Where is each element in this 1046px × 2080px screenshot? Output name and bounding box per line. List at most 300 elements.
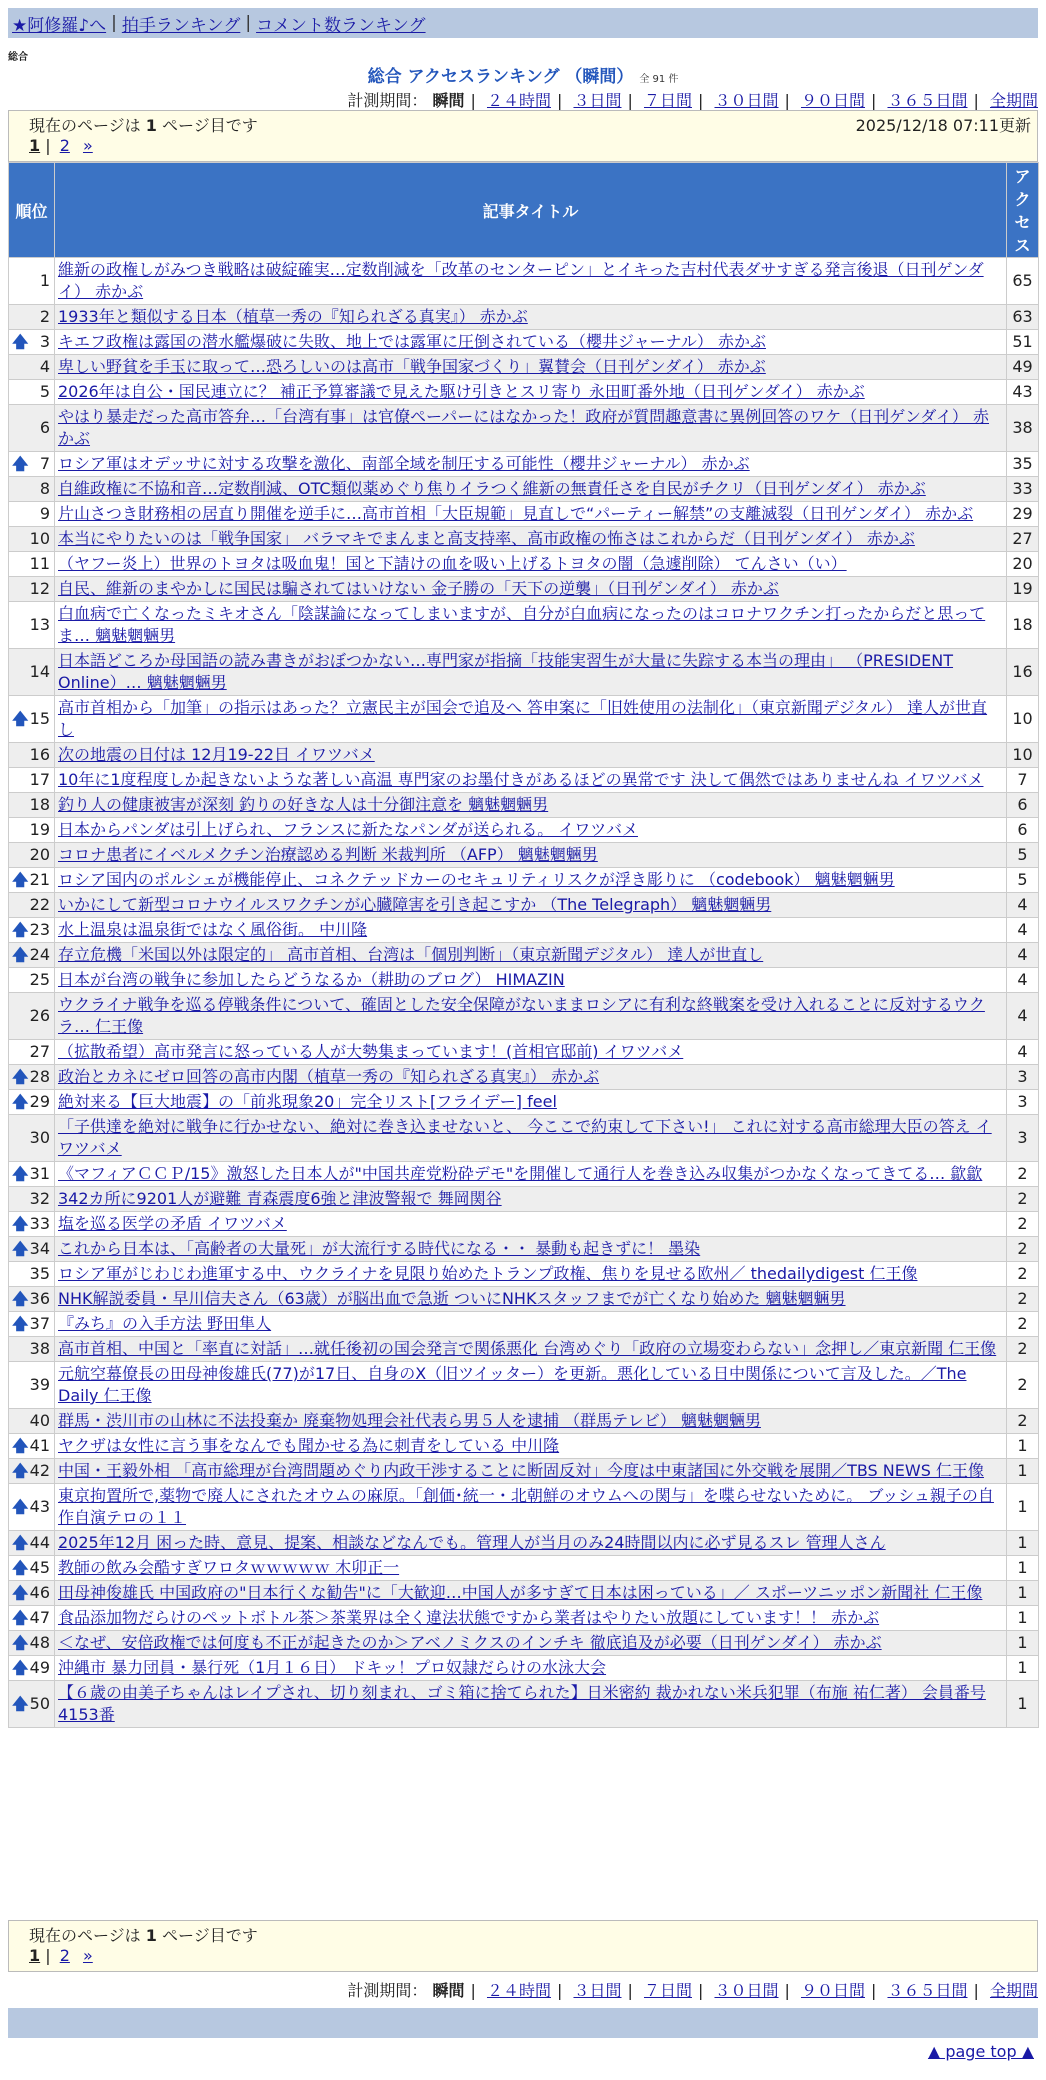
access-count: 4 xyxy=(1007,993,1039,1040)
rank-cell xyxy=(9,577,55,602)
article-link[interactable]: 沖縄市 暴力団員・暴行死（1月１６日） ドキッ！プロ奴隷だらけの水泳大会 xyxy=(58,1658,607,1677)
rank-cell xyxy=(9,1212,55,1237)
rank-number: 20 xyxy=(29,845,50,864)
table-row xyxy=(9,893,1039,918)
title-cell xyxy=(55,1681,1007,1728)
access-count: 1 xyxy=(1007,1631,1039,1656)
rank-number: 47 xyxy=(29,1608,50,1627)
rank-number: 6 xyxy=(39,418,50,437)
rank-cell xyxy=(9,743,55,768)
access-count: 2 xyxy=(1007,1409,1039,1434)
pager-link-2[interactable]: 2 xyxy=(59,1946,70,1965)
table-row xyxy=(9,918,1039,943)
section-label: 総合 xyxy=(8,52,28,63)
rank-number: 45 xyxy=(29,1558,50,1577)
rank-cell xyxy=(9,1631,55,1656)
ranking-table xyxy=(8,162,1039,1728)
article-link[interactable]: 政治とカネにゼロ回答の高市内閣（植草一秀の『知られざる真実』） 赤かぶ xyxy=(58,1067,600,1086)
page-info-text: 現在のページは 1 ページ目です xyxy=(29,116,258,135)
table-row xyxy=(9,405,1039,452)
article-link[interactable]: 維新の政権しがみつき戦略は破綻確実…定数削減を「改革のセンターピン」とイキった吉村代表ダサすぎる発言後退（日刊ゲンダイ） 赤かぶ xyxy=(58,260,984,301)
access-count: 3 xyxy=(1007,1090,1039,1115)
title-cell xyxy=(55,258,1007,305)
table-row xyxy=(9,1212,1039,1237)
title-cell xyxy=(55,993,1007,1040)
rank-cell xyxy=(9,818,55,843)
up-arrow-icon: 🡅 xyxy=(12,1239,29,1258)
period-link-3d[interactable]: ３日間 xyxy=(573,1981,622,2000)
title-cell xyxy=(55,968,1007,993)
article-link[interactable]: NHK解説委員・早川信夫さん（63歳）が脳出血で急逝 ついにNHKスタッフまでが亡くなり始めた 魑魅魍魎男 xyxy=(58,1289,846,1308)
rank-cell xyxy=(9,1162,55,1187)
updated-timestamp: 2025/12/18 07:11更新 xyxy=(855,116,1031,135)
rank-cell xyxy=(9,649,55,696)
table-row xyxy=(9,1237,1039,1262)
title-cell xyxy=(55,1484,1007,1531)
rank-number: 37 xyxy=(29,1314,50,1333)
rank-cell xyxy=(9,893,55,918)
table-row xyxy=(9,968,1039,993)
period-link-24h[interactable]: ２４時間 xyxy=(486,91,551,110)
article-link[interactable]: 高市首相から「加筆」の指示はあった？立憲民主が国会で追及へ 答申案に「旧姓使用の法制化」（東京新聞デジタル） 達人が世直し xyxy=(58,698,988,739)
up-arrow-icon: 🡅 xyxy=(12,454,29,473)
article-link[interactable]: 『みち』の入手方法 野田隼人 xyxy=(58,1314,272,1333)
up-arrow-icon: 🡅 xyxy=(12,709,29,728)
rank-number: 30 xyxy=(29,1128,50,1147)
table-row xyxy=(9,1556,1039,1581)
rank-cell xyxy=(9,1581,55,1606)
rank-cell xyxy=(9,330,55,355)
rank-number: 36 xyxy=(29,1289,50,1308)
access-count: 2 xyxy=(1007,1162,1039,1187)
title-cell xyxy=(55,918,1007,943)
period-link-3d[interactable]: ３日間 xyxy=(573,91,622,110)
rank-cell xyxy=(9,1459,55,1484)
table-row xyxy=(9,380,1039,405)
table-row xyxy=(9,1459,1039,1484)
rank-number: 34 xyxy=(29,1239,50,1258)
ranking-body xyxy=(9,258,1039,1728)
up-arrow-icon: 🡅 xyxy=(12,1289,29,1308)
rank-cell xyxy=(9,355,55,380)
article-link[interactable]: 日本からパンダは引上げられ、フランスに新たなパンダが送られる。 イワツバメ xyxy=(58,820,638,839)
title-cell xyxy=(55,1656,1007,1681)
rank-number: 31 xyxy=(29,1164,50,1183)
col-header-access: アクセス xyxy=(1007,163,1039,258)
period-selector-top: 計測期間： 瞬間 | ２４時間 | ３日間 | ７日間 | ３０日間 | ９０日間 | ３６５日間 | 全期間 xyxy=(347,91,1038,110)
article-link[interactable]: 本当にやりたいのは「戦争国家」 バラマキでまんまと高支持率、高市政権の怖さはこれからだ（日刊ゲンダイ） 赤かぶ xyxy=(58,529,915,548)
pager-current: 1 xyxy=(29,1946,41,1965)
up-arrow-icon: 🡅 xyxy=(12,1583,29,1602)
article-link[interactable]: 元航空幕僚長の田母神俊雄氏(77)が17日、自身のX（旧ツイッター）を更新。悪化している日中関係について言及した。／The Daily 仁王像 xyxy=(58,1364,967,1405)
table-row xyxy=(9,330,1039,355)
rank-number: 7 xyxy=(39,454,50,473)
access-count: 2 xyxy=(1007,1212,1039,1237)
up-arrow-icon: 🡅 xyxy=(12,1608,29,1627)
rank-cell xyxy=(9,502,55,527)
rank-cell xyxy=(9,1362,55,1409)
col-header-rank: 順位 xyxy=(9,163,55,258)
rank-cell xyxy=(9,1556,55,1581)
title-cell xyxy=(55,843,1007,868)
article-link[interactable]: 自維政権に不協和音…定数削減、OTC類似薬めぐり焦りイラつく維新の無責任さを自民がチクリ（日刊ゲンダイ） 赤かぶ xyxy=(58,479,926,498)
access-count: 4 xyxy=(1007,918,1039,943)
rank-cell xyxy=(9,943,55,968)
up-arrow-icon: 🡅 xyxy=(12,1164,29,1183)
table-row xyxy=(9,1606,1039,1631)
rank-cell xyxy=(9,868,55,893)
access-count: 1 xyxy=(1007,1459,1039,1484)
title-cell xyxy=(55,1531,1007,1556)
rank-number: 17 xyxy=(29,770,50,789)
rank-number: 28 xyxy=(29,1067,50,1086)
up-arrow-icon: 🡅 xyxy=(12,1658,29,1677)
rank-number: 46 xyxy=(29,1583,50,1602)
article-link[interactable]: ロシア軍はオデッサに対する攻撃を激化、南部全域を制圧する可能性（櫻井ジャーナル） 赤かぶ xyxy=(58,454,750,473)
period-link-30d[interactable]: ３０日間 xyxy=(714,91,779,110)
article-link[interactable]: ウクライナ戦争を巡る停戦条件について、確固とした安全保障がないままロシアに有利な終戦案を受け入れることに反対するウクラ… 仁王像 xyxy=(58,995,985,1036)
table-row xyxy=(9,1262,1039,1287)
access-count: 1 xyxy=(1007,1606,1039,1631)
article-link[interactable]: 高市首相、中国と「率直に対話」…就任後初の国会発言で関係悪化 台湾めぐり「政府の立場変わらない」念押し／東京新聞 仁王像 xyxy=(58,1339,997,1358)
title-cell xyxy=(55,1631,1007,1656)
article-link[interactable]: ロシア国内のポルシェが機能停止、コネクテッドカーのセキュリティリスクが浮き彫りに （codebook） 魑魅魍魎男 xyxy=(58,870,895,889)
period-link-30d[interactable]: ３０日間 xyxy=(714,1981,779,2000)
period-link-365d[interactable]: ３６５日間 xyxy=(887,91,968,110)
rank-number: 33 xyxy=(29,1214,50,1233)
article-link[interactable]: 10年に1度程度しか起きないような著しい高温 専門家のお墨付きがあるほどの異常です 決して偶然ではありませんね イワツバメ xyxy=(58,770,984,789)
article-link[interactable]: 日本が台湾の戦争に参加したらどうなるか（耕助のブログ） HIMAZIN xyxy=(58,970,565,989)
table-row xyxy=(9,1531,1039,1556)
article-link[interactable]: 342カ所に9201人が避難 青森震度6強と津波警報で 舞岡関谷 xyxy=(58,1189,502,1208)
rank-number: 42 xyxy=(29,1461,50,1480)
access-count: 2 xyxy=(1007,1312,1039,1337)
period-link-90d[interactable]: ９０日間 xyxy=(800,1981,865,2000)
article-link[interactable]: 2026年は自公・国民連立に？ 補正予算審議で見えた駆け引きとスリ寄り 永田町番外地（日刊ゲンダイ） 赤かぶ xyxy=(58,382,865,401)
article-link[interactable]: これから日本は、「高齢者の大量死」が大流行する時代になる・・ 暴動も起きずに！ 墨染 xyxy=(58,1239,701,1258)
access-count: 2 xyxy=(1007,1287,1039,1312)
article-link[interactable]: 存立危機「米国以外は限定的」 高市首相、台湾は「個別判断」（東京新聞デジタル） 達人が世直し xyxy=(58,945,764,964)
title-cell xyxy=(55,602,1007,649)
page-title xyxy=(0,62,1046,87)
title-cell xyxy=(55,1459,1007,1484)
footer-bar xyxy=(8,2008,1038,2038)
up-arrow-icon: 🡅 xyxy=(12,1533,29,1552)
rank-cell xyxy=(9,843,55,868)
table-row xyxy=(9,843,1039,868)
rank-cell xyxy=(9,405,55,452)
access-count: 27 xyxy=(1007,527,1039,552)
total-count: 全 91 件 xyxy=(639,74,679,85)
rank-number: 9 xyxy=(39,504,50,523)
nav-link-asyura[interactable]: ★阿修羅♪へ xyxy=(12,15,107,36)
table-row xyxy=(9,793,1039,818)
page-title-text: 総合 アクセスランキング （瞬間） xyxy=(367,67,634,87)
article-link[interactable]: 中国・王毅外相 「高市総理が台湾問題めぐり内政干渉することに断固反対」今度は中東諸国に外交戦を展開／TBS NEWS 仁王像 xyxy=(58,1461,984,1480)
rank-number: 26 xyxy=(29,1006,50,1025)
table-row xyxy=(9,552,1039,577)
title-cell xyxy=(55,1287,1007,1312)
title-cell xyxy=(55,1362,1007,1409)
table-row xyxy=(9,1040,1039,1065)
table-row xyxy=(9,696,1039,743)
access-count: 2 xyxy=(1007,1362,1039,1409)
rank-cell xyxy=(9,1484,55,1531)
rank-number: 41 xyxy=(29,1436,50,1455)
title-cell xyxy=(55,1237,1007,1262)
nav-link-clap-ranking[interactable]: 拍手ランキング xyxy=(121,15,241,36)
rank-number: 29 xyxy=(29,1092,50,1111)
table-row xyxy=(9,743,1039,768)
title-cell xyxy=(55,405,1007,452)
access-count: 10 xyxy=(1007,696,1039,743)
access-count: 65 xyxy=(1007,258,1039,305)
rank-cell xyxy=(9,918,55,943)
rank-cell xyxy=(9,305,55,330)
table-row xyxy=(9,1631,1039,1656)
article-link[interactable]: 東京拘置所で,薬物で廃人にされたオウムの麻原。「創価･統一・北朝鮮のオウムへの関与」を喋らせないために。 ブッシュ親子の自作自演テロの１１ xyxy=(58,1486,994,1527)
up-arrow-icon: 🡅 xyxy=(12,1214,29,1233)
title-cell xyxy=(55,893,1007,918)
rank-number: 27 xyxy=(29,1042,50,1061)
period-link-7d[interactable]: ７日間 xyxy=(643,91,692,110)
period-link-all[interactable]: 全期間 xyxy=(989,1981,1038,2000)
access-count: 1 xyxy=(1007,1681,1039,1728)
top-nav-bar xyxy=(8,8,1038,38)
pager-next[interactable]: » xyxy=(82,136,93,155)
table-row xyxy=(9,943,1039,968)
article-link[interactable]: 白血病で亡くなったミキオさん「陰謀論になってしまいますが、自分が白血病になったのはコロナワクチン打ったからだと思ってま… 魑魅魍魎男 xyxy=(58,604,986,645)
article-link[interactable]: 次の地震の日付は 12月19-22日 イワツバメ xyxy=(58,745,375,764)
rank-number: 44 xyxy=(29,1533,50,1552)
up-arrow-icon: 🡅 xyxy=(12,1067,29,1086)
title-cell xyxy=(55,355,1007,380)
table-row xyxy=(9,258,1039,305)
up-arrow-icon: 🡅 xyxy=(12,870,29,889)
title-cell xyxy=(55,1212,1007,1237)
rank-number: 14 xyxy=(29,662,50,681)
table-row xyxy=(9,1656,1039,1681)
title-cell xyxy=(55,552,1007,577)
rank-number: 22 xyxy=(29,895,50,914)
period-label: 計測期間： xyxy=(347,91,428,110)
table-row xyxy=(9,1337,1039,1362)
rank-cell xyxy=(9,1337,55,1362)
article-link[interactable]: 2025年12月 困った時、意見、提案、相談などなんでも。管理人が当月のみ24時間以内に必ず見るスレ 管理人さん xyxy=(58,1533,886,1552)
article-link[interactable]: 1933年と類似する日本（植草一秀の『知られざる真実』） 赤かぶ xyxy=(58,307,528,326)
article-link[interactable]: 【６歳の由美子ちゃんはレイプされ、切り刻まれ、ゴミ箱に捨てられた】日米密約 裁かれない米兵犯罪（布施 祐仁著） 会員番号4153番 xyxy=(58,1683,986,1724)
title-cell xyxy=(55,1040,1007,1065)
article-link[interactable]: 群馬・渋川市の山林に不法投棄か 廃棄物処理会社代表ら男５人を逮捕 （群馬テレビ） 魑魅魍魎男 xyxy=(58,1411,761,1430)
title-cell xyxy=(55,768,1007,793)
rank-cell xyxy=(9,1656,55,1681)
article-link[interactable]: （ヤフー炎上）世界のトヨタは吸血鬼！国と下請けの血を吸い上げるトヨタの闇（急遽削除） てんさい（い） xyxy=(58,554,847,573)
article-link[interactable]: ヤクザは女性に言う事をなんでも聞かせる為に刺青をしている 中川隆 xyxy=(58,1436,560,1455)
pager-link-2[interactable]: 2 xyxy=(59,136,70,155)
table-row xyxy=(9,1312,1039,1337)
article-link[interactable]: やはり暴走だった高市答弁…「台湾有事」は官僚ペーパーにはなかった！政府が質問趣意書に異例回答のワケ（日刊ゲンダイ） 赤かぶ xyxy=(58,407,990,448)
table-row xyxy=(9,502,1039,527)
rank-cell xyxy=(9,1606,55,1631)
rank-number: 48 xyxy=(29,1633,50,1652)
title-cell xyxy=(55,1434,1007,1459)
table-row xyxy=(9,452,1039,477)
article-link[interactable]: 釣り人の健康被害が深刻 釣りの好きな人は十分御注意を 魑魅魍魎男 xyxy=(58,795,549,814)
table-row xyxy=(9,477,1039,502)
article-link[interactable]: キエフ政権は露国の潜水艦爆破に失敗、地上では露軍に圧倒されている（櫻井ジャーナル） 赤かぶ xyxy=(58,332,766,351)
rank-number: 43 xyxy=(29,1497,50,1516)
period-selector-bottom: 計測期間： 瞬間 | ２４時間 | ３日間 | ７日間 | ３０日間 | ９０日間 | ３６５日間 | 全期間 xyxy=(347,1981,1038,2000)
table-row xyxy=(9,305,1039,330)
nav-separator: | xyxy=(111,13,117,33)
rank-number: 38 xyxy=(29,1339,50,1358)
title-cell xyxy=(55,502,1007,527)
rank-number: 21 xyxy=(29,870,50,889)
article-link[interactable]: いかにして新型コロナウイルスワクチンが心臓障害を引き起こすか （The Telegraph） 魑魅魍魎男 xyxy=(58,895,772,914)
title-cell xyxy=(55,818,1007,843)
rank-cell xyxy=(9,1237,55,1262)
rank-cell xyxy=(9,793,55,818)
title-cell xyxy=(55,1606,1007,1631)
table-row xyxy=(9,1287,1039,1312)
access-count: 1 xyxy=(1007,1556,1039,1581)
nav-link-comment-ranking[interactable]: コメント数ランキング xyxy=(256,15,426,36)
rank-number: 12 xyxy=(29,579,50,598)
article-link[interactable]: 田母神俊雄氏 中国政府の"日本行くな勧告"に「大歓迎…中国人が多すぎて日本は困っている」／ スポーツニッポン新聞社 仁王像 xyxy=(58,1583,983,1602)
rank-number: 25 xyxy=(29,970,50,989)
rank-cell xyxy=(9,602,55,649)
up-arrow-icon: 🡅 xyxy=(12,1558,29,1577)
title-cell xyxy=(55,793,1007,818)
nav-separator: | xyxy=(245,13,252,33)
access-count: 4 xyxy=(1007,1040,1039,1065)
access-count: 6 xyxy=(1007,818,1039,843)
title-cell xyxy=(55,1312,1007,1337)
article-link[interactable]: 絶対来る【巨大地震】の「前兆現象20」完全リスト[フライデー] feel xyxy=(58,1092,557,1111)
article-link[interactable]: 《マフィアＣＣＰ/15》激怒した日本人が"中国共産党粉砕デモ"を開催して通行人を巻き込み収集がつかなくなってきてる… 歙歙 xyxy=(58,1164,983,1183)
rank-cell xyxy=(9,1312,55,1337)
title-cell xyxy=(55,380,1007,405)
rank-cell xyxy=(9,768,55,793)
article-link[interactable]: 教師の飲み会酷すぎワロタｗｗｗｗｗ 木卯正一 xyxy=(58,1558,400,1577)
article-link[interactable]: 「子供達を絶対に戦争に行かせない、絶対に巻き込ませないと、 今ここで約束して下さい!」 これに対する高市総理大臣の答え イワツバメ xyxy=(58,1117,992,1158)
article-link[interactable]: 食品添加物だらけのペットボトル茶＞茶業界は全く違法状態ですから業者はやりたい放題にしています！！ 赤かぶ xyxy=(58,1608,880,1627)
table-row xyxy=(9,1484,1039,1531)
table-row xyxy=(9,577,1039,602)
title-cell xyxy=(55,305,1007,330)
article-link[interactable]: （拡散希望）高市発言に怒っている人が大勢集まっています！(首相官邸前) イワツバメ xyxy=(58,1042,684,1061)
title-cell xyxy=(55,1337,1007,1362)
rank-number: 15 xyxy=(29,709,50,728)
rank-cell xyxy=(9,380,55,405)
rank-number: 10 xyxy=(29,529,50,548)
access-count: 2 xyxy=(1007,1237,1039,1262)
article-link[interactable]: ロシア軍がじわじわ進軍する中、ウクライナを見限り始めたトランプ政権、焦りを見せる欧州／ thedailydigest 仁王像 xyxy=(58,1264,918,1283)
period-link-24h[interactable]: ２４時間 xyxy=(486,1981,551,2000)
up-arrow-icon: 🡅 xyxy=(12,1092,29,1111)
article-link[interactable]: 塩を巡る医学の矛盾 イワツバメ xyxy=(58,1214,287,1233)
rank-cell xyxy=(9,1187,55,1212)
up-arrow-icon: 🡅 xyxy=(12,1461,29,1480)
rank-cell xyxy=(9,527,55,552)
rank-number: 50 xyxy=(29,1694,50,1713)
article-link[interactable]: 日本語どころか母国語の読み書きがおぼつかない…専門家が指摘「技能実習生が大量に失踪する本当の理由」 （PRESIDENT Online）… 魑魅魍魎男 xyxy=(58,651,954,692)
access-count: 20 xyxy=(1007,552,1039,577)
pager-next[interactable]: » xyxy=(82,1946,93,1965)
up-arrow-icon: 🡅 xyxy=(12,332,29,351)
rank-number: 3 xyxy=(39,332,50,351)
article-link[interactable]: 片山さつき財務相の居直り開催を逆手に…高市首相「大臣規範」見直しで“パーティー解禁”の支離滅裂（日刊ゲンダイ） 赤かぶ xyxy=(58,504,974,523)
rank-number: 39 xyxy=(29,1375,50,1394)
title-cell xyxy=(55,1065,1007,1090)
access-count: 4 xyxy=(1007,968,1039,993)
table-row xyxy=(9,355,1039,380)
pager-bottom: 1 | 2 » xyxy=(29,1946,93,1965)
title-cell xyxy=(55,1115,1007,1162)
title-cell xyxy=(55,743,1007,768)
article-link[interactable]: 卑しい野貧を手玉に取って…恐ろしいのは高市「戦争国家づくり」翼賛会（日刊ゲンダイ） 赤かぶ xyxy=(58,357,766,376)
rank-number: 11 xyxy=(29,554,50,573)
page-top-link[interactable]: ▲ page top ▲ xyxy=(927,2042,1034,2061)
table-row xyxy=(9,1065,1039,1090)
title-cell xyxy=(55,477,1007,502)
rank-number: 16 xyxy=(29,745,50,764)
period-link-90d[interactable]: ９０日間 xyxy=(800,91,865,110)
article-link[interactable]: ＜なぜ、安倍政権では何度も不正が起きたのか＞アベノミクスのインチキ 徹底追及が必要（日刊ゲンダイ） 赤かぶ xyxy=(58,1633,882,1652)
article-link[interactable]: 自民、維新のまやかしに国民は騙されてはいけない 金子勝の「天下の逆襲」（日刊ゲンダイ） 赤かぶ xyxy=(58,579,779,598)
access-count: 6 xyxy=(1007,793,1039,818)
table-row xyxy=(9,768,1039,793)
access-count: 5 xyxy=(1007,843,1039,868)
rank-cell xyxy=(9,1287,55,1312)
rank-number: 13 xyxy=(29,615,50,634)
access-count: 35 xyxy=(1007,452,1039,477)
access-count: 4 xyxy=(1007,893,1039,918)
access-count: 3 xyxy=(1007,1115,1039,1162)
access-count: 1 xyxy=(1007,1434,1039,1459)
article-link[interactable]: コロナ患者にイベルメクチン治療認める判断 米裁判所 （AFP） 魑魅魍魎男 xyxy=(58,845,598,864)
rank-cell xyxy=(9,1090,55,1115)
title-cell xyxy=(55,1162,1007,1187)
access-count: 10 xyxy=(1007,743,1039,768)
access-count: 63 xyxy=(1007,305,1039,330)
title-cell xyxy=(55,649,1007,696)
col-header-title: 記事タイトル xyxy=(55,163,1007,258)
table-row xyxy=(9,527,1039,552)
table-row xyxy=(9,1090,1039,1115)
rank-cell xyxy=(9,968,55,993)
rank-number: 24 xyxy=(29,945,50,964)
rank-number: 2 xyxy=(39,307,50,326)
rank-number: 19 xyxy=(29,820,50,839)
period-link-7d[interactable]: ７日間 xyxy=(643,1981,692,2000)
pager-current: 1 xyxy=(29,136,41,155)
rank-cell xyxy=(9,1409,55,1434)
period-link-all[interactable]: 全期間 xyxy=(989,91,1038,110)
title-cell xyxy=(55,696,1007,743)
rank-cell xyxy=(9,993,55,1040)
rank-number: 18 xyxy=(29,795,50,814)
period-link-365d[interactable]: ３６５日間 xyxy=(887,1981,968,2000)
table-row xyxy=(9,1115,1039,1162)
access-count: 38 xyxy=(1007,405,1039,452)
table-row xyxy=(9,1162,1039,1187)
rank-cell xyxy=(9,1681,55,1728)
article-link[interactable]: 水上温泉は温泉街ではなく風俗街。 中川隆 xyxy=(58,920,368,939)
up-arrow-icon: 🡅 xyxy=(12,1694,29,1713)
page-info-bottom xyxy=(8,1920,1038,1972)
rank-cell xyxy=(9,477,55,502)
